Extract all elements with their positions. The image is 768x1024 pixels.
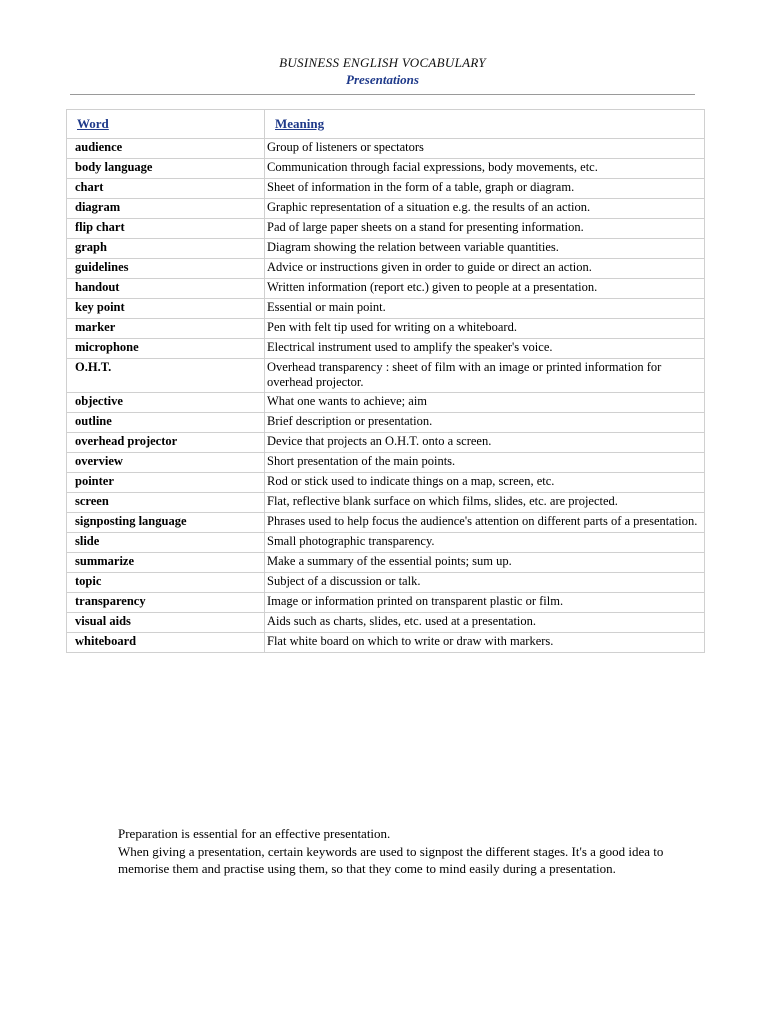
vocab-meaning: Flat, reflective blank surface on which films, slides, etc. are projected.	[265, 493, 705, 513]
vocab-word: overhead projector	[67, 433, 265, 453]
vocab-word: outline	[67, 413, 265, 433]
table-row	[67, 453, 705, 473]
vocab-word: whiteboard	[67, 633, 265, 653]
column-header-meaning	[265, 110, 705, 139]
column-header-meaning-label: Meaning	[275, 116, 325, 131]
vocab-meaning: Written information (report etc.) given to people at a presentation.	[265, 279, 705, 299]
table-row	[67, 199, 705, 219]
vocab-meaning: Flat white board on which to write or draw with markers.	[265, 633, 705, 653]
table-row	[67, 473, 705, 493]
table-row	[67, 319, 705, 339]
vocab-word: slide	[67, 533, 265, 553]
vocab-word: visual aids	[67, 613, 265, 633]
vocab-word: graph	[67, 239, 265, 259]
vocab-meaning: Communication through facial expressions, body movements, etc.	[265, 159, 705, 179]
vocab-meaning: Pen with felt tip used for writing on a whiteboard.	[265, 319, 705, 339]
vocab-word: transparency	[67, 593, 265, 613]
vocab-word: screen	[67, 493, 265, 513]
table-row	[67, 633, 705, 653]
vocab-word: O.H.T.	[67, 359, 265, 393]
page-header	[70, 55, 695, 88]
vocab-word: topic	[67, 573, 265, 593]
vocab-word: chart	[67, 179, 265, 199]
table-row	[67, 279, 705, 299]
table-row	[67, 339, 705, 359]
table-row	[67, 593, 705, 613]
table-row	[67, 299, 705, 319]
column-header-word	[67, 110, 265, 139]
vocab-word: audience	[67, 139, 265, 159]
vocab-word: guidelines	[67, 259, 265, 279]
vocab-word: overview	[67, 453, 265, 473]
table-row	[67, 533, 705, 553]
vocab-meaning: Short presentation of the main points.	[265, 453, 705, 473]
vocab-word: summarize	[67, 553, 265, 573]
vocab-word: flip chart	[67, 219, 265, 239]
header-divider	[70, 94, 695, 95]
vocab-meaning: Diagram showing the relation between variable quantities.	[265, 239, 705, 259]
document-title: BUSINESS ENGLISH VOCABULARY	[279, 55, 486, 70]
vocab-meaning: Graphic representation of a situation e.g. the results of an action.	[265, 199, 705, 219]
vocab-meaning: Phrases used to help focus the audience's attention on different parts of a presentation.	[265, 513, 705, 533]
table-row	[67, 359, 705, 393]
vocab-word: objective	[67, 393, 265, 413]
document-subtitle: Presentations	[346, 72, 419, 87]
table-row	[67, 219, 705, 239]
vocab-meaning: Pad of large paper sheets on a stand for presenting information.	[265, 219, 705, 239]
table-row	[67, 259, 705, 279]
vocabulary-table-body	[67, 139, 705, 653]
vocab-meaning: Advice or instructions given in order to guide or direct an action.	[265, 259, 705, 279]
vocab-word: pointer	[67, 473, 265, 493]
table-row	[67, 573, 705, 593]
table-row	[67, 513, 705, 533]
table-row	[67, 159, 705, 179]
vocab-meaning: Rod or stick used to indicate things on a map, screen, etc.	[265, 473, 705, 493]
vocab-meaning: Small photographic transparency.	[265, 533, 705, 553]
vocab-word: handout	[67, 279, 265, 299]
vocab-meaning: Subject of a discussion or talk.	[265, 573, 705, 593]
vocab-meaning: Group of listeners or spectators	[265, 139, 705, 159]
notes-section	[118, 825, 698, 878]
vocab-meaning: Make a summary of the essential points; sum up.	[265, 553, 705, 573]
table-header-row	[67, 110, 705, 139]
table-row	[67, 553, 705, 573]
vocab-meaning: Image or information printed on transparent plastic or film.	[265, 593, 705, 613]
column-header-word-label: Word	[77, 116, 109, 131]
vocab-meaning: Electrical instrument used to amplify the speaker's voice.	[265, 339, 705, 359]
vocab-meaning: Overhead transparency : sheet of film with an image or printed information for overhead projector.	[265, 359, 705, 393]
table-row	[67, 139, 705, 159]
vocab-meaning: Essential or main point.	[265, 299, 705, 319]
table-row	[67, 613, 705, 633]
vocab-meaning: Sheet of information in the form of a table, graph or diagram.	[265, 179, 705, 199]
vocab-meaning: Device that projects an O.H.T. onto a screen.	[265, 433, 705, 453]
table-row	[67, 239, 705, 259]
notes-paragraph-1: Preparation is essential for an effective presentation.	[118, 826, 391, 841]
table-row	[67, 433, 705, 453]
table-row	[67, 179, 705, 199]
table-row	[67, 413, 705, 433]
vocabulary-table	[66, 109, 705, 653]
vocab-word: signposting language	[67, 513, 265, 533]
table-row	[67, 493, 705, 513]
vocab-meaning: Aids such as charts, slides, etc. used at a presentation.	[265, 613, 705, 633]
vocab-meaning: What one wants to achieve; aim	[265, 393, 705, 413]
vocab-meaning: Brief description or presentation.	[265, 413, 705, 433]
vocab-word: key point	[67, 299, 265, 319]
vocab-word: microphone	[67, 339, 265, 359]
notes-paragraph-2: When giving a presentation, certain keywords are used to signpost the different stages. It's a good idea to memorise them and practise using them, so that they come to mind easily during a presentation.	[118, 843, 664, 876]
vocab-word: diagram	[67, 199, 265, 219]
vocab-word: marker	[67, 319, 265, 339]
table-row	[67, 393, 705, 413]
vocab-word: body language	[67, 159, 265, 179]
